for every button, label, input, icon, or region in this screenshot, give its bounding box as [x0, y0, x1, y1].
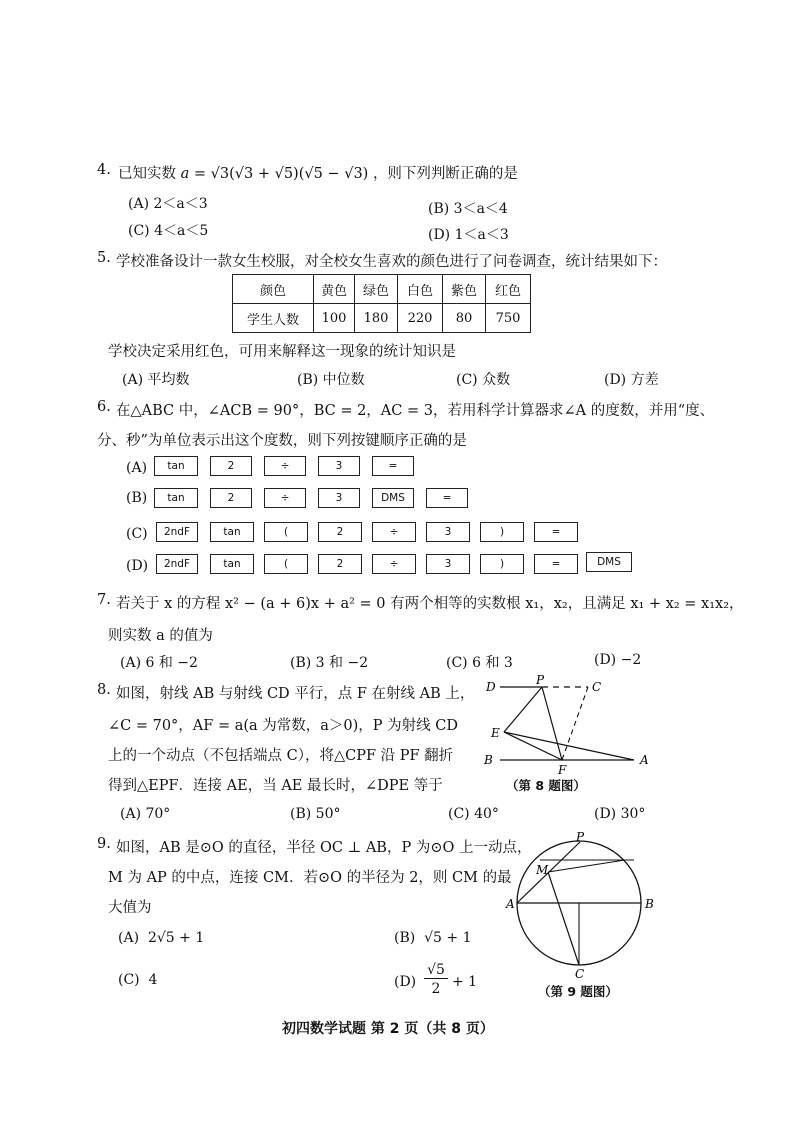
key-left-paren: (	[264, 522, 308, 542]
key-dms: DMS	[372, 488, 414, 508]
key-equals: =	[534, 554, 578, 574]
label-D: D	[486, 680, 496, 694]
q9-option-c[interactable]	[118, 972, 157, 988]
q9-line3: 大值为	[108, 900, 152, 916]
key-tan: tan	[210, 554, 254, 574]
q9-figure	[500, 832, 660, 982]
key-equals: =	[426, 488, 468, 508]
q8-caption: （第 8 题图）	[506, 778, 586, 793]
q8-line1: 如图，射线 AB 与射线 CD 平行，点 F 在射线 AB 上，	[116, 686, 475, 702]
label-C: C	[592, 680, 602, 694]
q7-stem-line2: 则实数 a 的值为	[108, 628, 213, 644]
q4-option-c[interactable]: (C) 4＜a＜5	[128, 223, 209, 239]
table-row	[233, 275, 531, 304]
label-F: F	[558, 763, 567, 777]
q7-number: 7.	[97, 592, 111, 608]
q6-number: 6.	[97, 399, 111, 415]
table-header-cell: 紫色	[443, 275, 486, 304]
q4-stem-pre: 已知实数	[118, 166, 176, 182]
table-header-cell: 颜色	[233, 275, 314, 304]
q7-option-d[interactable]: (D) −2	[594, 652, 642, 668]
label-A: A	[640, 753, 649, 767]
key-2: 2	[318, 522, 362, 542]
q8-option-d[interactable]: (D) 30°	[594, 806, 646, 822]
key-left-paren: (	[264, 554, 308, 574]
q9-option-c-value: 4	[148, 972, 158, 988]
label-A: A	[506, 897, 515, 911]
q9-option-d-numerator: √5	[424, 962, 448, 979]
key-divide: ÷	[264, 488, 306, 508]
label-M: M	[536, 863, 549, 877]
q4-stem-post: ，则下列判断正确的是	[372, 166, 518, 182]
q9-option-a-label: (A)	[118, 930, 140, 946]
q6-option-b-label[interactable]: (B)	[126, 490, 148, 506]
q4-formula: a = √3(√3 + √5)(√5 − √3)	[180, 166, 369, 182]
q5-option-a[interactable]: (A) 平均数	[122, 372, 190, 388]
key-2: 2	[210, 456, 252, 476]
q7-stem-line1: 若关于 x 的方程 x² − (a + 6)x + a² = 0 有两个相等的实数根 x₁，x₂，且满足 x₁ + x₂ = x₁x₂，	[116, 596, 744, 612]
q6-stem-line2: 分、秒”为单位表示出这个度数，则下列按键顺序正确的是	[97, 433, 467, 449]
key-right-paren: )	[480, 554, 524, 574]
label-B: B	[484, 753, 493, 767]
q9-line1: 如图，AB 是⊙O 的直径，半径 OC ⊥ AB，P 为⊙O 上一动点，	[116, 840, 532, 856]
q9-option-b[interactable]	[394, 930, 472, 946]
q9-option-d-tail: + 1	[452, 974, 478, 990]
key-divide: ÷	[264, 456, 306, 476]
q9-option-d-label: (D)	[394, 974, 417, 990]
q8-line3: 上的一个动点（不包括端点 C），将△CPF 沿 PF 翻折	[108, 748, 454, 764]
q9-line2: M 为 AP 的中点，连接 CM．若⊙O 的半径为 2，则 CM 的最	[108, 870, 512, 886]
key-3: 3	[318, 488, 360, 508]
q4-option-a[interactable]: (A) 2＜a＜3	[128, 196, 208, 212]
q7-option-c[interactable]: (C) 6 和 3	[446, 655, 513, 671]
q9-option-b-label: (B)	[394, 930, 416, 946]
q8-option-b[interactable]: (B) 50°	[290, 806, 341, 822]
key-divide: ÷	[372, 554, 416, 574]
q5-stem2: 学校决定采用红色，可用来解释这一现象的统计知识是	[108, 344, 456, 360]
q4-number: 4.	[97, 162, 111, 178]
q9-caption: （第 9 题图）	[538, 984, 618, 999]
q5-stem: 学校准备设计一款女生校服，对全校女生喜欢的颜色进行了问卷调查，统计结果如下：	[116, 254, 667, 270]
page-footer: 初四数学试题 第 2 页（共 8 页）	[282, 1021, 494, 1037]
table-header-cell: 白色	[398, 275, 443, 304]
q5-number: 5.	[97, 250, 111, 266]
q6-option-c-label[interactable]: (C)	[126, 526, 148, 542]
q9-option-c-label: (C)	[118, 972, 140, 988]
key-2: 2	[318, 554, 362, 574]
q9-number: 9.	[97, 836, 111, 852]
q9-option-a-value: 2√5 + 1	[147, 930, 205, 946]
q9-option-b-value: √5 + 1	[424, 930, 472, 946]
key-equals: =	[372, 456, 414, 476]
q7-option-b[interactable]: (B) 3 和 −2	[290, 655, 369, 671]
q8-line2: ∠C = 70°，AF = a(a 为常数，a＞0)，P 为射线 CD	[108, 718, 458, 734]
table-cell: 100	[314, 304, 355, 333]
q6-stem-line1: 在△ABC 中，∠ACB = 90°，BC = 2，AC = 3，若用科学计算器求∠A 的度数，并用“度、	[116, 403, 715, 419]
table-header-cell: 绿色	[355, 275, 398, 304]
q4-option-d[interactable]: (D) 1＜a＜3	[428, 227, 509, 243]
key-2ndf: 2ndF	[156, 554, 198, 574]
key-right-paren: )	[480, 522, 524, 542]
color-survey-table	[232, 274, 531, 333]
label-E: E	[491, 726, 500, 740]
key-dms: DMS	[586, 552, 632, 572]
q9-option-a[interactable]	[118, 930, 204, 946]
label-P: P	[576, 832, 585, 844]
table-cell: 80	[443, 304, 486, 333]
q7-option-a[interactable]: (A) 6 和 −2	[120, 655, 198, 671]
q4-stem	[118, 162, 518, 183]
q8-option-a[interactable]: (A) 70°	[120, 806, 171, 822]
q5-option-c[interactable]: (C) 众数	[456, 372, 511, 388]
label-P: P	[536, 674, 545, 687]
q6-option-d-label[interactable]: (D)	[126, 558, 149, 574]
key-tan: tan	[154, 456, 198, 476]
label-C: C	[575, 967, 585, 981]
q9-option-d-denominator: 2	[431, 981, 441, 997]
table-cell: 180	[355, 304, 398, 333]
key-tan: tan	[210, 522, 254, 542]
key-2ndf: 2ndF	[156, 522, 198, 542]
key-divide: ÷	[372, 522, 416, 542]
table-cell: 220	[398, 304, 443, 333]
table-header-cell: 红色	[486, 275, 531, 304]
q4-option-b[interactable]: (B) 3＜a＜4	[428, 201, 508, 217]
q5-option-b[interactable]: (B) 中位数	[297, 372, 365, 388]
key-3: 3	[426, 554, 470, 574]
q5-option-d[interactable]: (D) 方差	[604, 372, 659, 388]
q8-number: 8.	[97, 682, 111, 698]
table-header-cell: 黄色	[314, 275, 355, 304]
key-3: 3	[426, 522, 470, 542]
key-equals: =	[534, 522, 578, 542]
q8-option-c[interactable]: (C) 40°	[448, 806, 499, 822]
q6-option-a-label[interactable]: (A)	[126, 460, 148, 476]
key-2: 2	[210, 488, 252, 508]
key-3: 3	[318, 456, 360, 476]
table-cell: 750	[486, 304, 531, 333]
label-B: B	[645, 897, 654, 911]
q8-line4: 得到△EPF．连接 AE，当 AE 最长时，∠DPE 等于	[108, 778, 443, 794]
key-tan: tan	[154, 488, 198, 508]
table-row	[233, 304, 531, 333]
table-cell: 学生人数	[233, 304, 314, 333]
